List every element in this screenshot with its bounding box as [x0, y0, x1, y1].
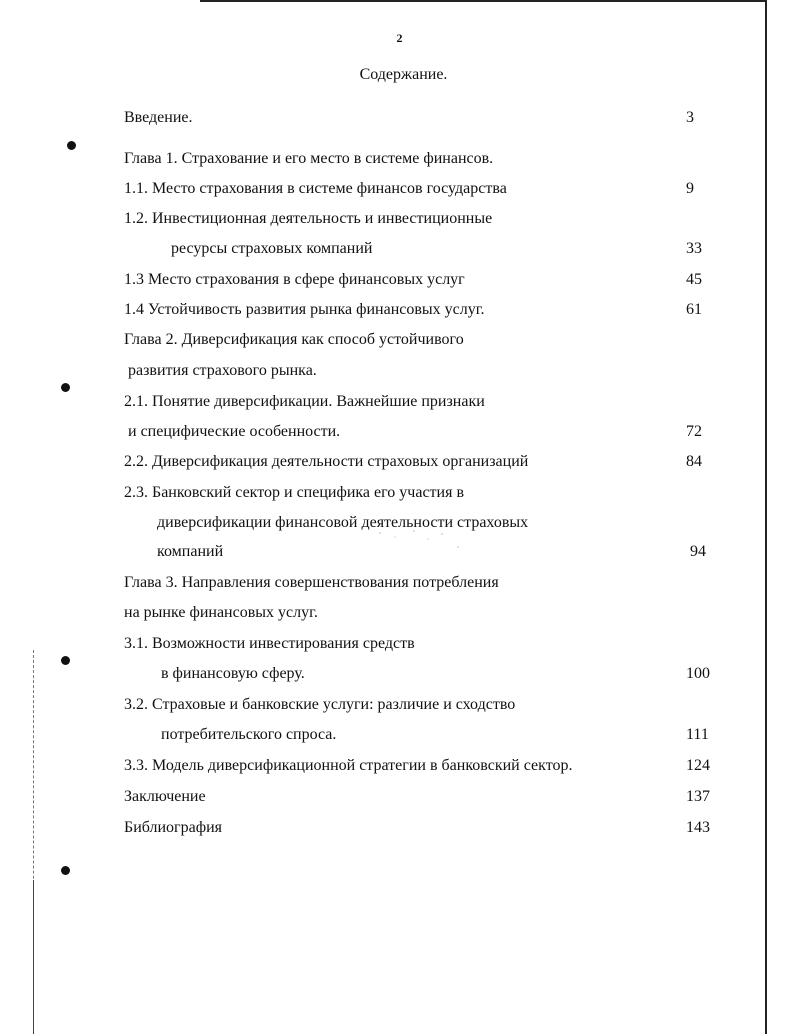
- toc-entry-text: развития страхового рынка.: [128, 362, 317, 379]
- toc-entry-text: Глава 1. Страхование и его место в системе финансов.: [124, 150, 494, 167]
- toc-entry-page: 33: [686, 240, 702, 257]
- binding-hole-mark: [67, 141, 76, 150]
- toc-entry-text: 2.2. Диверсификация деятельности страховых организаций: [124, 453, 529, 470]
- toc-entry-text: потребительского спроса.: [161, 726, 337, 743]
- toc-entry-page: 143: [686, 819, 710, 836]
- toc-entry-page: 72: [686, 423, 702, 440]
- toc-entry-text: 3.3. Модель диверсификационной стратегии в банковский сектор.: [124, 757, 573, 774]
- binding-hole-mark: [61, 383, 70, 392]
- toc-entry-page: 45: [686, 271, 702, 288]
- toc-entry-text: диверсификации финансовой деятельности страховых: [157, 514, 529, 531]
- toc-entry-text: Глава 3. Направления совершенствования потребления: [124, 574, 499, 591]
- toc-entry-page: 3: [686, 109, 694, 126]
- toc-entry-text: на рынке финансовых услуг.: [124, 604, 318, 621]
- toc-entry-text: 1.4 Устойчивость развития рынка финансовых услуг.: [124, 301, 485, 318]
- toc-entry-text: 1.3 Место страхования в сфере финансовых услуг: [124, 271, 465, 288]
- toc-entry-page: 84: [686, 453, 702, 470]
- toc-entry-text: 2.1. Понятие диверсификации. Важнейшие признаки: [124, 393, 485, 410]
- toc-entry-text: Библиография: [124, 819, 222, 836]
- toc-entry-page: 9: [686, 180, 694, 197]
- scan-edge-right: [765, 0, 767, 1034]
- toc-entry-page: 111: [686, 726, 709, 743]
- toc-entry-text: Глава 2. Диверсификация как способ устойчивого: [124, 331, 464, 348]
- toc-entry-text: 3.1. Возможности инвестирования средств: [124, 635, 415, 652]
- toc-entry-text: ресурсы страховых компаний: [171, 240, 373, 257]
- toc-entry-text: 3.2. Страховые и банковские услуги: различие и сходство: [124, 696, 516, 713]
- scan-edge-left-solid: [33, 880, 34, 1034]
- toc-entry-text: компаний: [157, 543, 224, 560]
- binding-hole-mark: [61, 656, 70, 665]
- toc-entry-page: 94: [690, 543, 706, 560]
- toc-entry-text: 2.3. Банковский сектор и специфика его участия в: [124, 484, 465, 501]
- toc-entry-text: 1.2. Инвестиционная деятельность и инвестиционные: [124, 210, 493, 227]
- toc-entry-page: 124: [686, 757, 710, 774]
- toc-entry-text: Введение.: [124, 109, 193, 126]
- scan-edge-top: [200, 0, 765, 2]
- page-title: Содержание.: [359, 66, 448, 83]
- toc-entry-text: и специфические особенности.: [128, 423, 341, 440]
- toc-entry-page: 137: [686, 788, 710, 805]
- binding-hole-mark: [61, 866, 70, 875]
- toc-entry-text: Заключение: [124, 788, 206, 805]
- toc-entry-text: 1.1. Место страхования в системе финансов государства: [124, 180, 507, 197]
- toc-entry-page: 100: [686, 665, 710, 682]
- toc-entry-page: 61: [686, 301, 702, 318]
- toc-entry-text: в финансовую сферу.: [161, 665, 305, 682]
- page-number: 2: [396, 31, 403, 45]
